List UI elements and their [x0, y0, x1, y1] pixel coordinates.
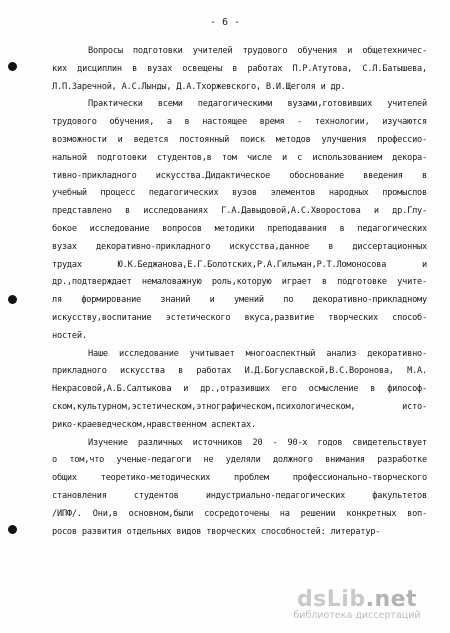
brand-text: dsLib	[296, 587, 366, 612]
brand-subtitle: библиотека диссертаций	[293, 610, 421, 621]
text-line: др.,подтверждает немаловажную роль,которую играет в подготовке учите-	[52, 277, 427, 288]
punch-hole-bottom	[8, 525, 17, 534]
text-line: ких дисциплин в вузах освещены в работах П.Р.Атутова, С.Л.Батышева,	[52, 63, 427, 74]
text-line: Наше исследование учитывает многоаспектный анализ декоративно-	[88, 348, 427, 359]
page-number: - 6 -	[209, 17, 241, 28]
paragraph	[52, 435, 427, 542]
text-line: учебный процесс педагогических вузов элементов народных промыслов	[52, 188, 427, 199]
text-line: /ИПФ/. Они,в основном,были сосредоточены на решении конкретных воп-	[52, 508, 427, 519]
text-line: возможности и ведется постоянный поиск методов улучшения профессио-	[52, 134, 427, 145]
text-line: ля формирование знаний и умений по декоративно-прикладному	[52, 295, 427, 306]
punch-hole-middle	[8, 295, 17, 304]
brand-suffix: .net	[365, 587, 418, 612]
text-line: общих теоретико-методических проблем профессионально-творческого	[52, 473, 427, 484]
text-line: тивно-прикладного искусства.Дидактическое обоснование введения в	[52, 170, 427, 181]
text-line: становления студентов индустриально-педагогических факультетов	[52, 490, 427, 501]
paragraph	[52, 43, 427, 96]
text-line: ском,культурном,эстетическом,этнографическом,психологическом, исто-	[52, 401, 427, 412]
text-line: бокое исследование вопросов методики преподавания в педагогических	[52, 223, 427, 234]
text-line: трудового обучения, а в настоящее время - технологии, изучаются	[52, 117, 427, 128]
text-line: нальной подготовки студентов,в том числе и с использованием декора-	[52, 152, 427, 163]
paragraph	[52, 96, 427, 345]
brand-name	[282, 587, 432, 612]
text-line: искусству,воспитание эстетического вкуса,развитие творческих способ-	[52, 312, 427, 323]
paragraph	[52, 346, 427, 435]
text-line: Л.П.Заречной, А.С.Лынды, Д.А.Тхоржевского, В.И.Щеголя и др.	[52, 81, 346, 92]
text-line: Вопросы подготовки учителей трудового обучения и общетехничес-	[88, 46, 427, 56]
document-body	[52, 43, 427, 541]
text-line: представлено в исследованиях Г.А.Давыдовой,А.С.Хворостова и др.Глу-	[52, 206, 427, 217]
text-line: рико-краеведческом,нравственном аспектах.	[52, 419, 256, 430]
text-line: Изучение различных источников 20 - 90-х годов свидетельствует	[88, 437, 427, 448]
text-line: вузах декоративно-прикладного искусства,данное в диссертационных	[52, 241, 427, 252]
text-line: ностей.	[52, 330, 87, 341]
text-line: о том,что ученые-педагоги не уделяли должного внимания разработке	[52, 455, 427, 466]
watermark-logo	[282, 587, 432, 621]
text-line: прикладного искусства в работах И.Д.Богуславской,В.С.Воронова, М.А.	[52, 366, 427, 377]
punch-hole-top	[8, 62, 17, 71]
text-line: Практически всеми педагогическими вузами,готовивших учителей	[88, 99, 427, 110]
text-line: трудах Ю.К.Беджанова,Е.Г.Болотских,Р.А.Гильман,Р.Т.Ломоносова и	[52, 259, 427, 270]
text-line: Некрасовой,А.Б.Салтыкова и др.,отразивших его осмысление в философ-	[52, 384, 427, 395]
text-line: росов развития отдельных видов творческих способностей: литератур-	[52, 526, 381, 537]
